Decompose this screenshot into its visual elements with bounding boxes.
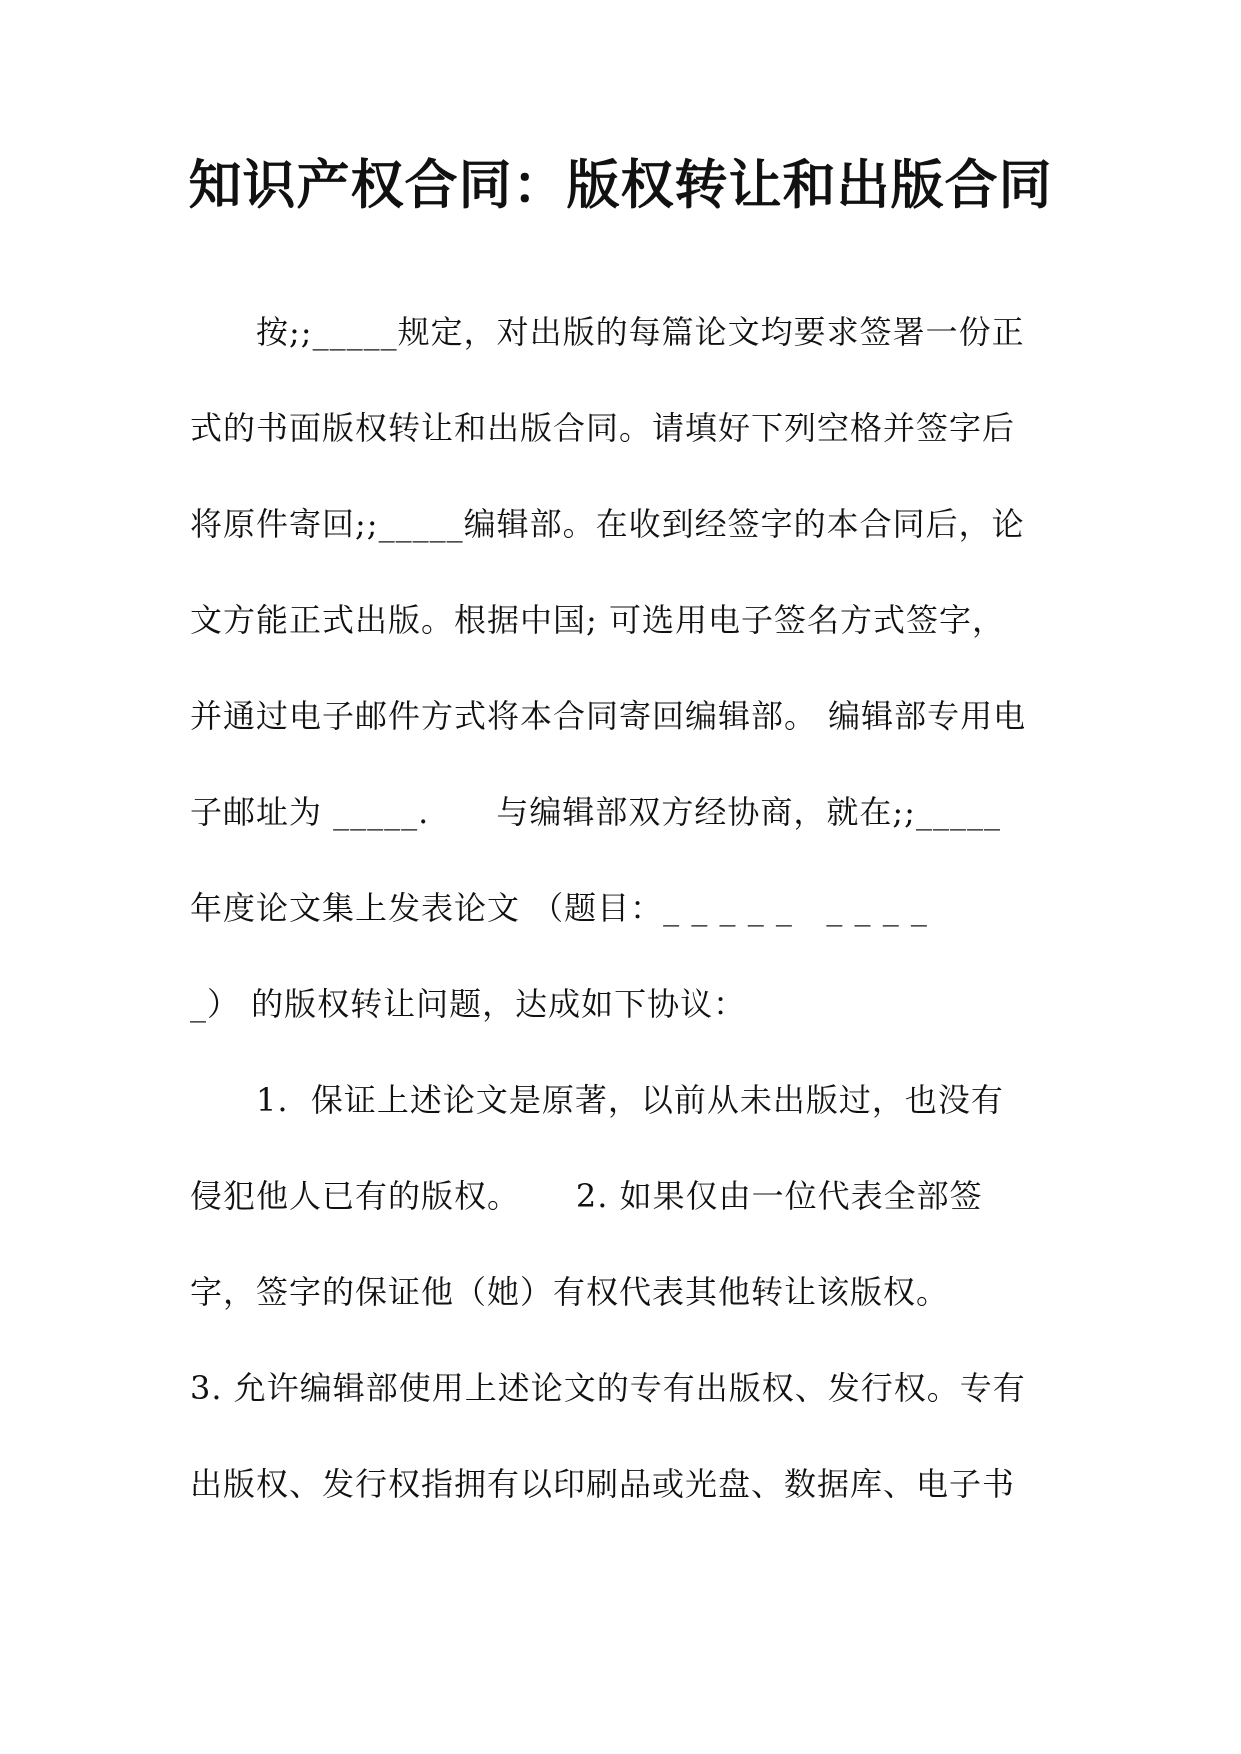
- body-line-11: 字，签字的保证他（她）有权代表其他转让该版权。: [190, 1273, 950, 1311]
- body-line-8: _） 的版权转让问题，达成如下协议：: [190, 985, 747, 1023]
- body-line-7: 年度论文集上发表论文 （题目：_ _ _ _ _ _ _ _ _: [190, 889, 928, 927]
- body-line-12: 3. 允许编辑部使用上述论文的专有出版权、发行权。专有: [190, 1369, 1026, 1407]
- body-line-3: 将原件寄回;;_____编辑部。在收到经签字的本合同后，论: [190, 505, 1025, 543]
- body-line-5: 并通过电子邮件方式将本合同寄回编辑部。 编辑部专用电: [190, 697, 1027, 735]
- document-title: 知识产权合同：版权转让和出版合同: [188, 154, 1053, 216]
- body-line-10: 侵犯他人已有的版权。 2. 如果仅由一位代表全部签: [190, 1177, 983, 1215]
- body-line-2: 式的书面版权转让和出版合同。请填好下列空格并签字后: [190, 409, 1016, 447]
- body-line-9: 1. 保证上述论文是原著，以前从未出版过，也没有: [190, 1081, 1004, 1119]
- body-line-1: 按;;_____规定，对出版的每篇论文均要求签署一份正: [190, 313, 1025, 351]
- body-line-13: 出版权、发行权指拥有以印刷品或光盘、数据库、电子书: [190, 1465, 1016, 1503]
- body-line-4: 文方能正式出版。根据中国; 可选用电子签名方式签字，: [190, 601, 1005, 639]
- body-line-6: 子邮址为 _____. 与编辑部双方经协商，就在;;_____: [190, 793, 1001, 831]
